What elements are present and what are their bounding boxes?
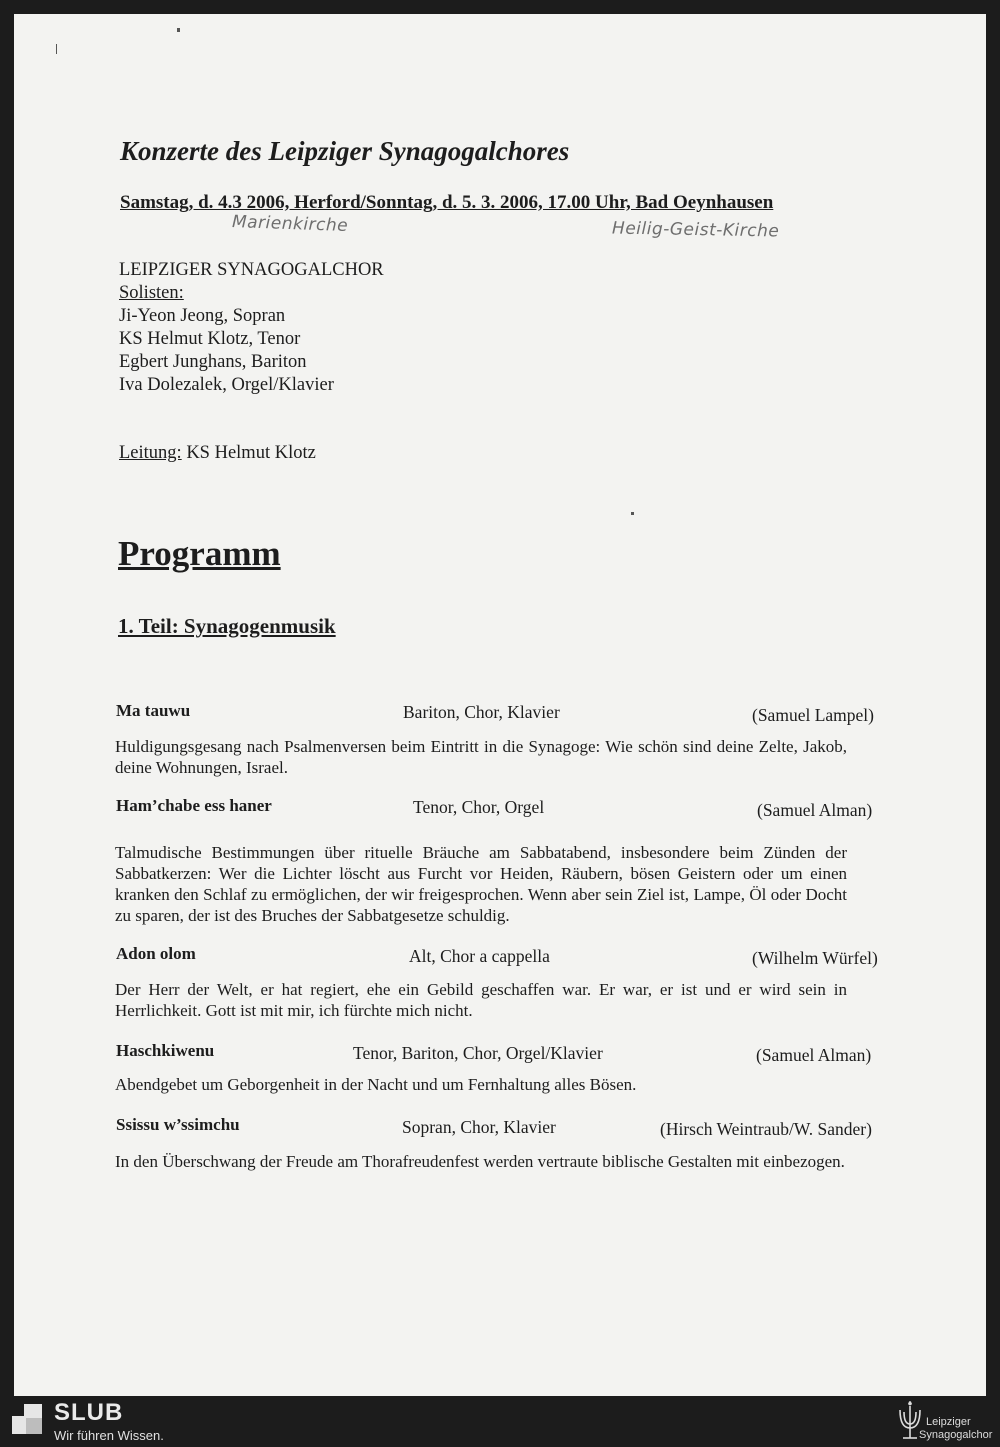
soloist-item: Ji-Yeon Jeong, Sopran <box>119 306 286 326</box>
library-name: SLUB <box>54 1399 124 1426</box>
partner-name-line1: Leipziger <box>926 1416 971 1428</box>
piece-title: Ssissu w’ssimchu <box>116 1115 240 1134</box>
piece-composer: (Samuel Alman) <box>757 800 873 820</box>
conductor-label: Leitung: <box>119 443 182 463</box>
conductor-name: KS Helmut Klotz <box>186 443 316 463</box>
piece-title: Adon olom <box>116 944 196 963</box>
piece-description: Abendgebet um Geborgenheit in der Nacht und um Fernhaltung alles Bösen. <box>115 1075 637 1094</box>
piece-composer: (Hirsch Weintraub/W. Sander) <box>660 1119 872 1139</box>
choir-name: LEIPZIGER SYNAGOGALCHOR <box>119 260 384 280</box>
piece-title: Ham’chabe ess haner <box>116 796 272 815</box>
part-heading: 1. Teil: Synagogenmusik <box>118 614 336 638</box>
program-heading: Programm <box>118 534 281 573</box>
soloists-label: Solisten: <box>119 283 184 303</box>
piece-voices: Bariton, Chor, Klavier <box>403 702 560 722</box>
piece-voices: Tenor, Chor, Orgel <box>413 797 545 817</box>
piece-voices: Tenor, Bariton, Chor, Orgel/Klavier <box>353 1043 603 1063</box>
piece-composer: (Wilhelm Würfel) <box>752 948 878 968</box>
piece-description: Talmudische Bestimmungen über rituelle Bräuche am Sabbatabend, insbesondere beim Zünden der Sabbatkerzen: Wer die Lichter löscht aus Furcht vor Heiden, Räubern, bösen Geistern oder um einen kranken den Schlaf zu ermöglichen, der wir freigesprochen. Wenn aber sein Ziel ist, Lampe, Öl oder Docht zu sparen, der ist des Bruches der Sabbatgesetze schuldig. <box>115 843 847 925</box>
handwritten-note-venue-2: Heilig-Geist-Kirche <box>611 218 780 242</box>
piece-composer: (Samuel Alman) <box>756 1045 872 1065</box>
piece-title: Haschkiwenu <box>116 1041 215 1060</box>
concert-dateline: Samstag, d. 4.3 2006, Herford/Sonntag, d. 5. 3. 2006, 17.00 Uhr, Bad Oeynhausen <box>120 192 774 213</box>
piece-description: Huldigungsgesang nach Psalmenversen beim Eintritt in die Synagoge: Wie schön sind deine Zelte, Jakob, deine Wohnungen, Israel. <box>115 737 847 777</box>
document-title: Konzerte des Leipziger Synagogalchores <box>120 136 570 166</box>
document-page <box>14 14 986 1396</box>
slub-logo-icon <box>12 1404 42 1434</box>
piece-composer: (Samuel Lampel) <box>752 705 874 725</box>
paper-speck <box>177 28 180 32</box>
soloist-item: Egbert Junghans, Bariton <box>119 352 307 372</box>
footer-bar <box>0 1396 1000 1447</box>
handwritten-note-venue-1: Marienkirche <box>231 211 349 237</box>
piece-description: Der Herr der Welt, er hat regiert, ehe ein Gebild geschaffen war. Er war, er ist und er wird sein in Herrlichkeit. Gott ist mit mir, ich fürchte mich nicht. <box>115 980 847 1020</box>
piece-description: In den Überschwang der Freude am Thorafreudenfest werden vertraute biblische Gestalten mit einbezogen. <box>115 1152 845 1171</box>
piece-voices: Sopran, Chor, Klavier <box>402 1117 556 1137</box>
piece-title: Ma tauwu <box>116 701 191 720</box>
conductor-line <box>119 443 316 464</box>
soloist-item: Iva Dolezalek, Orgel/Klavier <box>119 375 334 395</box>
library-tagline: Wir führen Wissen. <box>54 1428 164 1443</box>
partner-name-line2: Synagogalchor <box>919 1429 993 1441</box>
paper-speck <box>56 44 57 54</box>
paper-speck <box>631 512 634 515</box>
piece-voices: Alt, Chor a cappella <box>409 946 550 966</box>
soloist-item: KS Helmut Klotz, Tenor <box>119 329 301 349</box>
